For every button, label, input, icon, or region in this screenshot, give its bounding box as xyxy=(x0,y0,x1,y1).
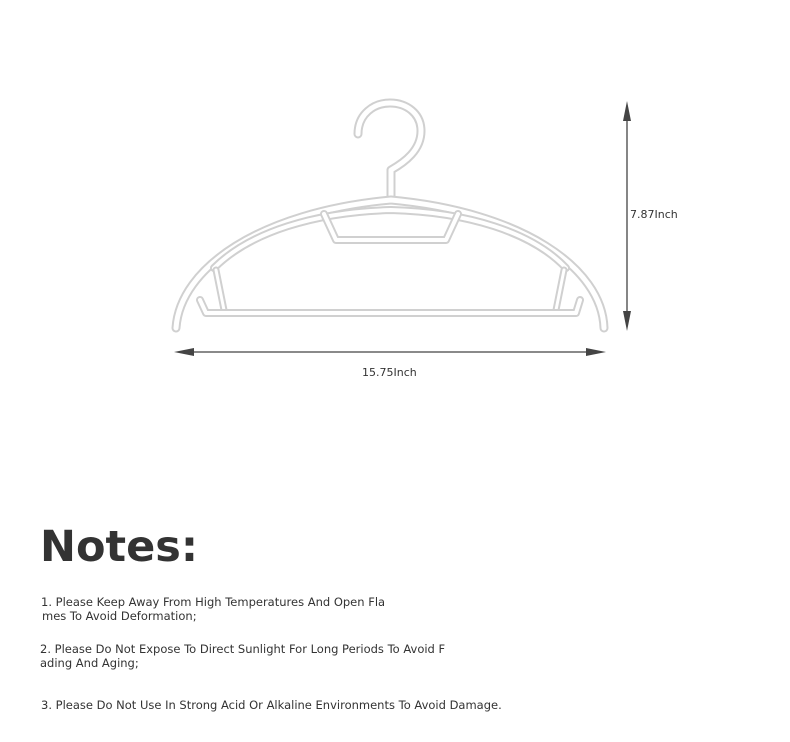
note-line: 2. Please Do Not Expose To Direct Sunlight For Long Periods To Avoid F xyxy=(40,642,446,656)
notes-heading: Notes: xyxy=(40,522,199,572)
width-arrow-right xyxy=(586,348,606,356)
height-label: 7.87Inch xyxy=(630,208,678,221)
hanger-center-bracket xyxy=(324,214,458,240)
width-label: 15.75Inch xyxy=(362,366,417,379)
note-line: ading And Aging; xyxy=(40,656,139,670)
note-item-1 xyxy=(41,595,385,623)
hanger-illustration xyxy=(176,103,604,328)
width-arrow-left xyxy=(174,348,194,356)
note-line: 3. Please Do Not Use In Strong Acid Or Alkaline Environments To Avoid Damage. xyxy=(41,698,502,712)
width-dimension-line xyxy=(174,348,606,356)
note-line: 1. Please Keep Away From High Temperatures And Open Fla xyxy=(41,595,386,609)
note-item-3 xyxy=(41,698,502,712)
note-item-2 xyxy=(40,642,445,670)
height-arrow-bottom xyxy=(623,311,631,331)
hanger-outer-arc xyxy=(176,200,604,328)
note-line: mes To Avoid Deformation; xyxy=(42,609,197,623)
height-arrow-top xyxy=(623,101,631,121)
